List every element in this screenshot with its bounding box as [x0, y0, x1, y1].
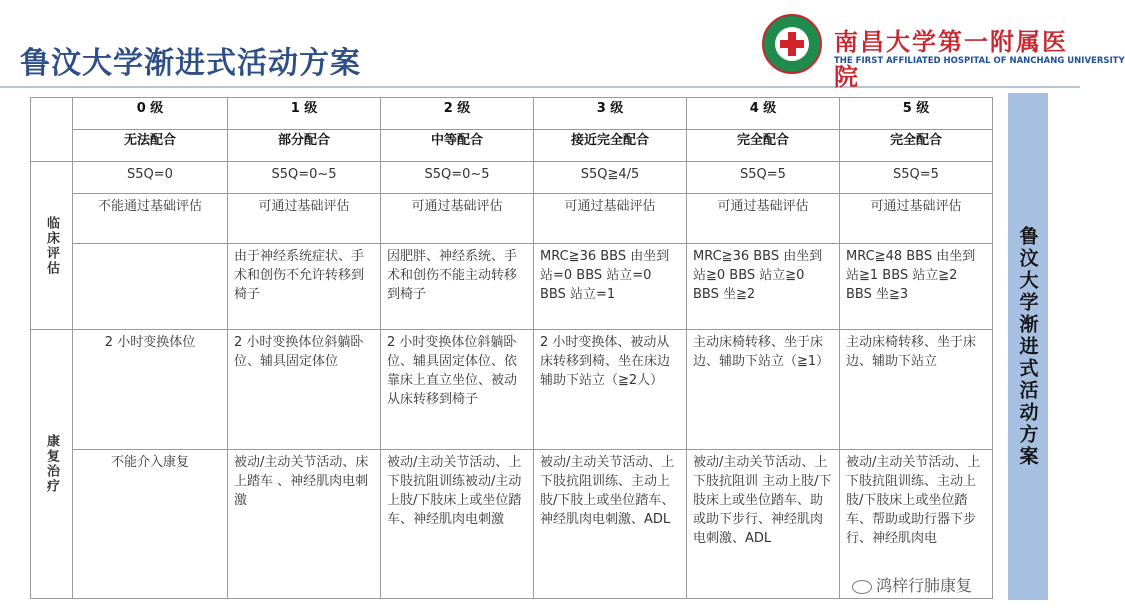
basic-eval-cell: 可通过基础评估 — [534, 194, 687, 244]
rehab-cell: 被动/主动关节活动、上下肢抗阻训练、主动上肢/下肢上或坐位踏车、神经肌肉电刺激、ADL — [534, 450, 687, 599]
clinical-eval-label: 临床评估 — [31, 162, 73, 330]
position-cell: 主动床椅转移、坐于床边、辅助下站立（≧1） — [687, 330, 840, 450]
watermark-text: 鸿梓行肺康复 — [875, 576, 972, 595]
eval-detail-row — [31, 244, 993, 330]
eval-detail-cell: MRC≧48 BBS 由坐到站≧1 BBS 站立≧2 BBS 坐≧3 — [840, 244, 993, 330]
s5q-cell: S5Q=0 — [73, 162, 228, 194]
rehab-row — [31, 450, 993, 599]
cooperation-cell: 完全配合 — [840, 130, 993, 162]
cooperation-cell: 完全配合 — [687, 130, 840, 162]
hospital-emblem-icon — [762, 14, 822, 74]
position-row — [31, 330, 993, 450]
cooperation-cell: 中等配合 — [381, 130, 534, 162]
eval-detail-cell: MRC≧36 BBS 由坐到站≧0 BBS 站立≧0 BBS 坐≧2 — [687, 244, 840, 330]
level-header: 0 级 — [73, 98, 228, 130]
rehab-cell: 被动/主动关节活动、床上踏车 、神经肌肉电刺激 — [228, 450, 381, 599]
wechat-icon — [852, 580, 872, 594]
position-cell: 2 小时变换体位斜躺卧位、辅具固定体位 — [228, 330, 381, 450]
corner-cell — [31, 98, 73, 162]
side-banner-text: 鲁汶大学渐进式活动方案 — [1016, 225, 1039, 468]
cooperation-cell: 无法配合 — [73, 130, 228, 162]
side-banner — [1008, 93, 1048, 600]
eval-detail-cell: 因肥胖、神经系统、手术和创伤不能主动转移到椅子 — [381, 244, 534, 330]
rehab-cell: 被动/主动关节活动、上下肢抗阻训 主动上肢/下肢床上或坐位踏车、助或助下步行、神经肌肉电刺激、ADL — [687, 450, 840, 599]
s5q-cell: S5Q=0~5 — [381, 162, 534, 194]
level-header: 5 级 — [840, 98, 993, 130]
cooperation-cell: 部分配合 — [228, 130, 381, 162]
eval-detail-cell: 由于神经系统症状、手术和创伤不允许转移到椅子 — [228, 244, 381, 330]
position-cell: 主动床椅转移、坐于床边、辅助下站立 — [840, 330, 993, 450]
level-header: 4 级 — [687, 98, 840, 130]
eval-detail-cell: MRC≧36 BBS 由坐到站=0 BBS 站立=0 BBS 站立=1 — [534, 244, 687, 330]
rehab-cell: 被动/主动关节活动、上下肢抗阻训练、主动上肢/下肢床上或坐位踏车、帮助或助行器下步行、神经肌肉电 — [840, 450, 993, 599]
level-header: 1 级 — [228, 98, 381, 130]
hospital-logo — [758, 14, 1125, 91]
basic-eval-cell: 可通过基础评估 — [687, 194, 840, 244]
rehab-label: 康复治疗 — [31, 330, 73, 599]
s5q-cell: S5Q=0~5 — [228, 162, 381, 194]
hospital-name-cn: 南昌大学第一附属医院 — [834, 27, 1068, 91]
level-header: 2 级 — [381, 98, 534, 130]
page-title: 鲁汶大学渐进式活动方案 — [20, 46, 361, 81]
position-cell: 2 小时变换体位 — [73, 330, 228, 450]
basic-eval-cell: 可通过基础评估 — [840, 194, 993, 244]
cooperation-cell: 接近完全配合 — [534, 130, 687, 162]
position-cell: 2 小时变换体位斜躺卧位、辅具固定体位、依靠床上直立坐位、被动从床转移到椅子 — [381, 330, 534, 450]
cooperation-row — [31, 130, 993, 162]
basic-eval-row — [31, 194, 993, 244]
basic-eval-cell: 不能通过基础评估 — [73, 194, 228, 244]
rehab-cell: 不能介入康复 — [73, 450, 228, 599]
level-row — [31, 98, 993, 130]
watermark — [852, 573, 972, 596]
level-header: 3 级 — [534, 98, 687, 130]
rehab-cell: 被动/主动关节活动、上下肢抗阻训练被动/主动上肢/下肢床上或坐位踏车、神经肌肉电刺激 — [381, 450, 534, 599]
position-cell: 2 小时变换体、被动从床转移到椅、坐在床边辅助下站立（≧2人） — [534, 330, 687, 450]
eval-detail-cell — [73, 244, 228, 330]
s5q-row — [31, 162, 993, 194]
hospital-name-en: THE FIRST AFFILIATED HOSPITAL OF NANCHANG UNIVERSITY — [834, 56, 1125, 66]
s5q-cell: S5Q≧4/5 — [534, 162, 687, 194]
basic-eval-cell: 可通过基础评估 — [228, 194, 381, 244]
activity-plan-table — [30, 97, 993, 599]
basic-eval-cell: 可通过基础评估 — [381, 194, 534, 244]
s5q-cell: S5Q=5 — [687, 162, 840, 194]
s5q-cell: S5Q=5 — [840, 162, 993, 194]
